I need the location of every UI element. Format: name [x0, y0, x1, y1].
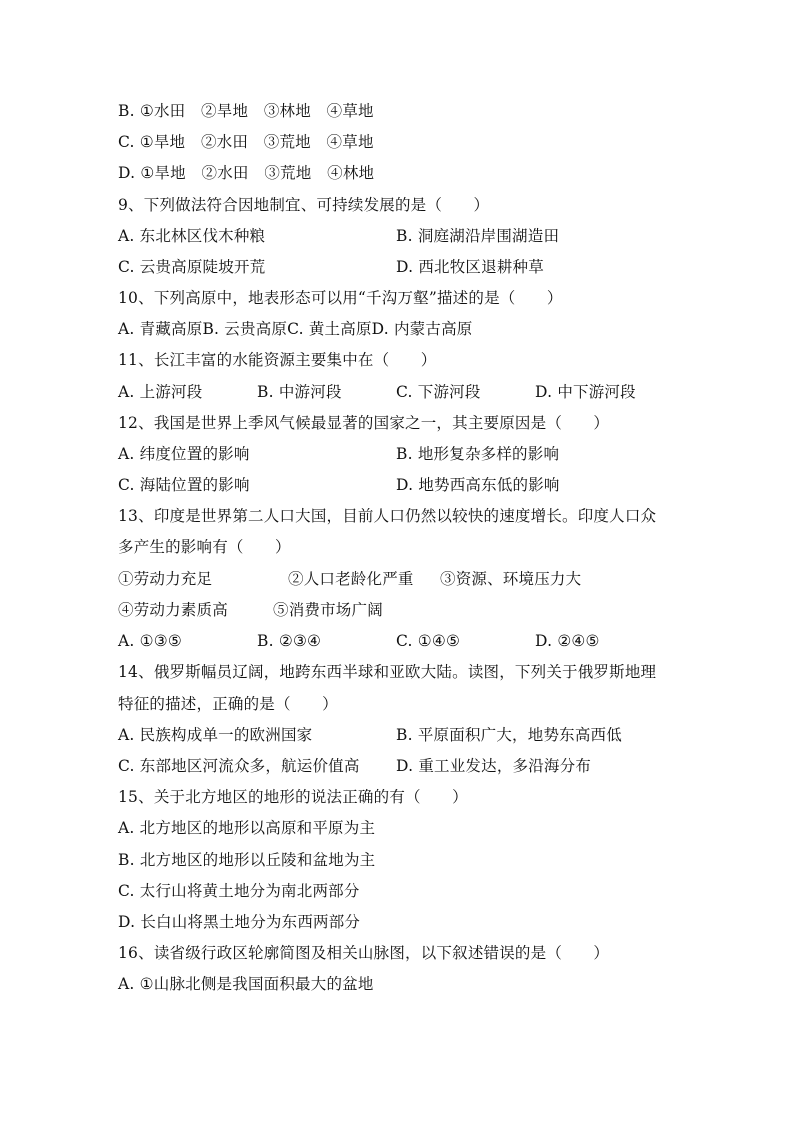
text-line: B. 北方地区的地形以丘陵和盆地为主: [118, 851, 376, 869]
text-line: 特征的描述，正确的是（ ）: [118, 695, 338, 713]
option-text: D. ②④⑤: [535, 632, 600, 650]
option-text: A. 东北林区伐木种粮: [118, 227, 266, 245]
option-text: B. ②③④: [257, 632, 322, 650]
option-text: A. 纬度位置的影响: [118, 445, 250, 463]
option-text: D. 西北牧区退耕种草: [396, 258, 544, 276]
text-line: D. ①旱地 ②水田 ③荒地 ④林地: [118, 164, 375, 182]
text-line: B. ①水田 ②旱地 ③林地 ④草地: [118, 102, 374, 120]
text-line: 10、下列高原中，地表形态可以用“千沟万壑”描述的是（ ）: [118, 289, 563, 307]
text-line: A. 北方地区的地形以高原和平原为主: [118, 819, 376, 837]
option-text: C. 东部地区河流众多，航运价值高: [118, 757, 360, 775]
option-text: A. ①③⑤: [118, 632, 182, 650]
option-text: C. 下游河段: [396, 383, 481, 401]
option-text: C. 海陆位置的影响: [118, 476, 250, 494]
option-text: D. 中下游河段: [535, 383, 636, 401]
option-text: C. ①④⑤: [396, 632, 461, 650]
text-line: 12、我国是世界上季风气候最显著的国家之一，其主要原因是（ ）: [118, 414, 610, 432]
option-text: C. 云贵高原陡坡开荒: [118, 258, 266, 276]
option-text: ③资源、环境压力大: [440, 570, 582, 588]
text-line: C. ①旱地 ②水田 ③荒地 ④草地: [118, 133, 374, 151]
text-line: 13、印度是世界第二人口大国，目前人口仍然以较快的速度增长。印度人口众: [118, 507, 657, 525]
text-line: C. 太行山将黄土地分为南北两部分: [118, 882, 360, 900]
text-line: 16、读省级行政区轮廓简图及相关山脉图，以下叙述错误的是（ ）: [118, 944, 610, 962]
option-text: B. 地形复杂多样的影响: [396, 445, 560, 463]
text-line: 多产生的影响有（ ）: [118, 538, 291, 556]
option-text: B. 中游河段: [257, 383, 342, 401]
option-text: A. 上游河段: [118, 383, 203, 401]
text-line: 14、俄罗斯幅员辽阔，地跨东西半球和亚欧大陆。读图，下列关于俄罗斯地理: [118, 663, 657, 681]
text-line: A. ①山脉北侧是我国面积最大的盆地: [118, 975, 374, 993]
option-text: ②人口老龄化严重: [288, 570, 414, 588]
text-line: A. 青藏高原B. 云贵高原C. 黄土高原D. 内蒙古高原: [118, 320, 473, 338]
text-line: D. 长白山将黑土地分为东西两部分: [118, 913, 361, 931]
option-text: D. 地势西高东低的影响: [396, 476, 560, 494]
text-line: 9、下列做法符合因地制宜、可持续发展的是（ ）: [118, 196, 490, 214]
option-text: ⑤消费市场广阔: [273, 601, 383, 619]
option-text: ④劳动力素质高: [118, 601, 228, 619]
option-text: B. 洞庭湖沿岸围湖造田: [396, 227, 560, 245]
option-text: A. 民族构成单一的欧洲国家: [118, 726, 313, 744]
text-line: 11、长江丰富的水能资源主要集中在（ ）: [118, 351, 437, 369]
option-text: B. 平原面积广大，地势东高西低: [396, 726, 622, 744]
option-text: ①劳动力充足: [118, 570, 213, 588]
option-text: D. 重工业发达，多沿海分布: [396, 757, 592, 775]
text-line: 15、关于北方地区的地形的说法正确的有（ ）: [118, 788, 468, 806]
